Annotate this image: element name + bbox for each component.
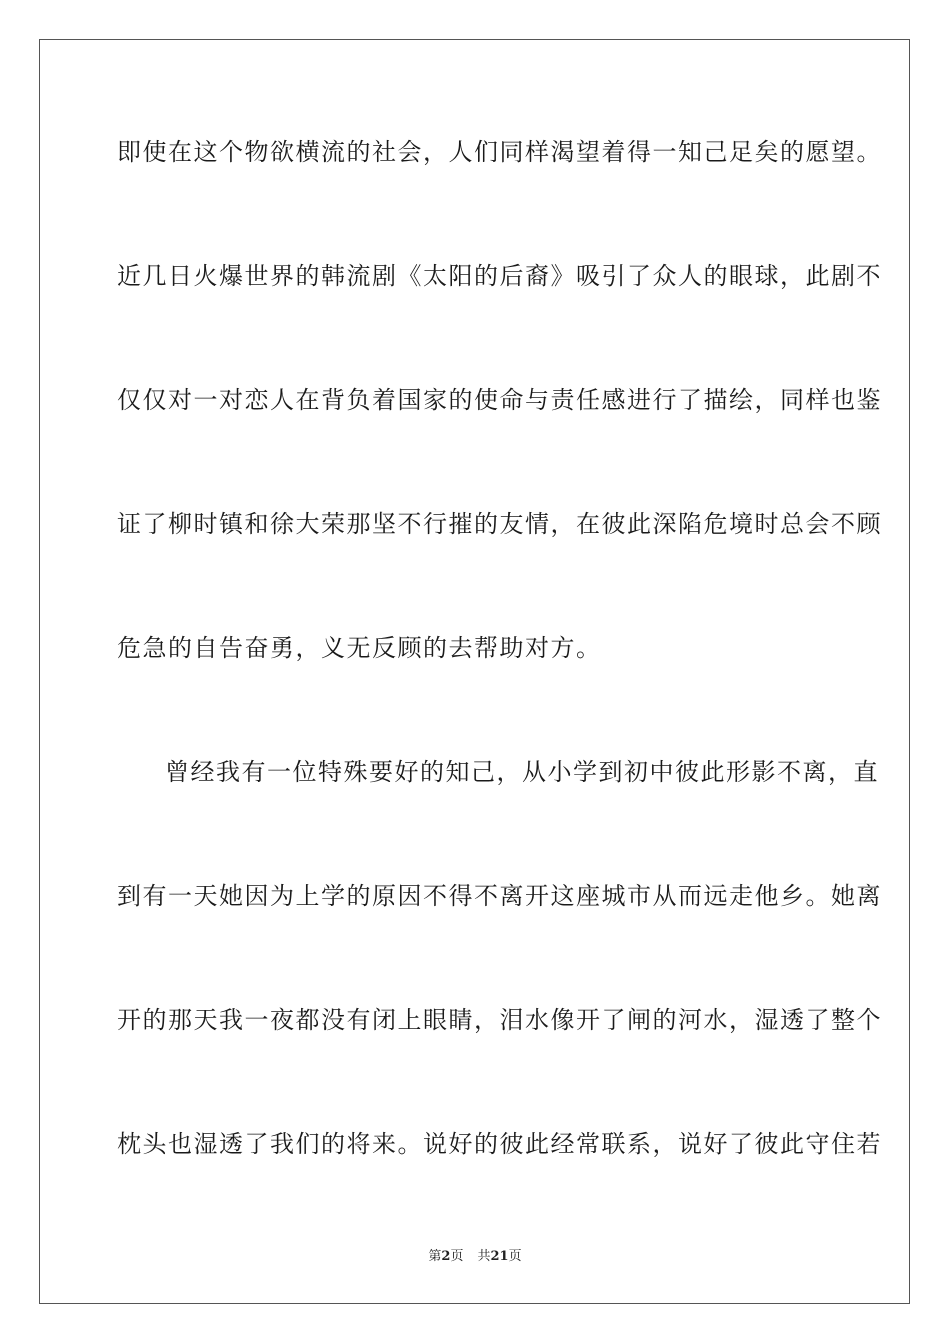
- footer-total-prefix: 共: [477, 1249, 491, 1264]
- page-footer: [0, 1249, 950, 1265]
- footer-page-prefix: 第: [428, 1249, 442, 1264]
- text-line-2: 近几日火爆世界的韩流剧《太阳的后裔》吸引了众人的眼球，此剧不: [117, 262, 882, 290]
- text-line-4: 证了柳时镇和徐大荣那坚不行摧的友情，在彼此深陷危境时总会不顾: [117, 510, 882, 538]
- text-line-6: 曾经我有一位特殊要好的知己，从小学到初中彼此形影不离，直: [165, 758, 879, 786]
- footer-total-pages: 21: [490, 1249, 509, 1264]
- footer-page-number: 2: [441, 1249, 451, 1264]
- page-border: [39, 39, 910, 1304]
- text-line-9: 枕头也湿透了我们的将来。说好的彼此经常联系，说好了彼此守住若: [117, 1130, 882, 1158]
- text-line-3: 仅仅对一对恋人在背负着国家的使命与责任感进行了描绘，同样也鉴: [117, 386, 882, 414]
- text-line-1: 即使在这个物欲横流的社会，人们同样渴望着得一知己足矣的愿望。: [117, 138, 882, 166]
- text-line-7: 到有一天她因为上学的原因不得不离开这座城市从而远走他乡。她离: [117, 882, 882, 910]
- text-line-5: 危急的自告奋勇，义无反顾的去帮助对方。: [117, 634, 602, 662]
- footer-total-suffix: 页: [508, 1249, 522, 1264]
- footer-page-suffix: 页: [450, 1249, 464, 1264]
- text-line-8: 开的那天我一夜都没有闭上眼睛，泪水像开了闸的河水，湿透了整个: [117, 1006, 882, 1034]
